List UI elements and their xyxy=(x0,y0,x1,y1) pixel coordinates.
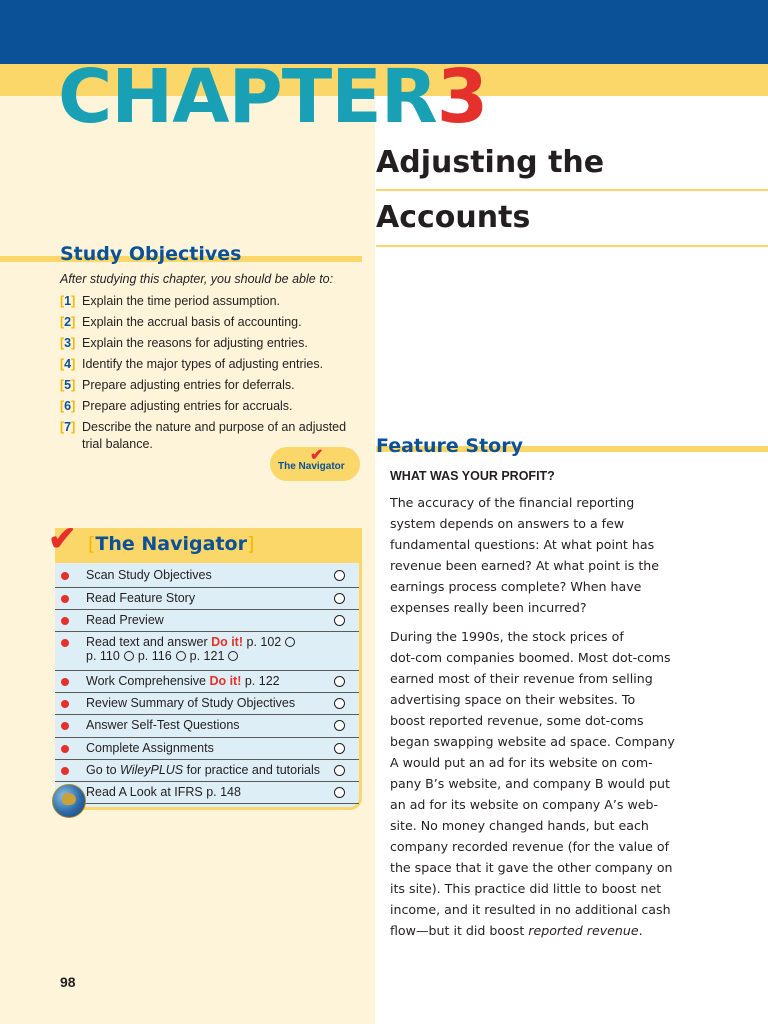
checkmark-icon: ✔ xyxy=(310,447,324,464)
navigator-row[interactable] xyxy=(55,588,359,610)
chapter-title-line-1: Adjusting the xyxy=(376,145,605,180)
paragraph-line: company recorded revenue (for the value of xyxy=(390,839,670,854)
bracket: ] xyxy=(71,294,76,308)
paragraph-line: A would put an ad for its website on com- xyxy=(390,755,653,770)
navigator-row-label: Read Feature Story xyxy=(86,591,196,605)
objective-number-value: 5 xyxy=(64,378,72,392)
objective-number xyxy=(60,314,82,331)
bracket: ] xyxy=(71,315,76,329)
objective-number-value: 4 xyxy=(64,357,72,371)
objective-text: Explain the accrual basis of accounting. xyxy=(82,315,302,329)
bullet-icon xyxy=(61,617,69,625)
paragraph-line: an ad for its website on company A’s web- xyxy=(390,797,659,812)
paragraph-line: revenue been earned? At what point is the xyxy=(390,558,660,573)
study-objectives-intro: After studying this chapter, you should be able to: xyxy=(60,272,334,286)
bullet-icon xyxy=(61,572,69,580)
navigator-row[interactable] xyxy=(55,782,359,804)
objective-text: Describe the nature and purpose of an adjusted trial balance. xyxy=(82,420,347,451)
navigator-badge[interactable] xyxy=(270,447,360,481)
study-objective-item xyxy=(60,314,360,331)
checkbox-circle-icon[interactable] xyxy=(334,743,345,754)
navigator-row[interactable] xyxy=(55,738,359,760)
bracket: [ xyxy=(60,336,65,350)
globe-icon xyxy=(52,784,86,818)
study-objective-item xyxy=(60,335,360,352)
feature-story-subheading: WHAT WAS YOUR PROFIT? xyxy=(390,469,555,483)
feature-story-paragraph-2 xyxy=(390,626,690,941)
checkbox-circle-icon[interactable] xyxy=(334,593,345,604)
objective-text: Explain the reasons for adjusting entries. xyxy=(82,336,308,350)
objective-number-value: 7 xyxy=(64,420,72,434)
checkbox-circle-icon[interactable] xyxy=(334,676,345,687)
navigator-row-label: Answer Self-Test Questions xyxy=(86,718,240,732)
study-objective-item xyxy=(60,356,360,373)
objective-text: Prepare adjusting entries for accruals. xyxy=(82,399,293,413)
wileyplus-label: WileyPLUS xyxy=(120,763,184,777)
checkbox-circle-icon[interactable] xyxy=(334,765,345,776)
objective-text: Explain the time period assumption. xyxy=(82,294,281,308)
navigator-row-label: Work Comprehensive Do it! p. 122 xyxy=(86,674,280,688)
objective-number xyxy=(60,335,82,352)
paragraph-line: its site). This practice did little to boost net xyxy=(390,881,662,896)
study-objective-item xyxy=(60,377,360,394)
title-rule-1 xyxy=(376,189,768,191)
navigator-header xyxy=(55,528,362,563)
paragraph-line: system depends on answers to a few xyxy=(390,516,625,531)
study-objectives-heading: Study Objectives xyxy=(60,243,242,265)
bracket: ] xyxy=(71,420,76,434)
paragraph-line: earned most of their revenue from selling xyxy=(390,671,653,686)
checkbox-circle-icon[interactable] xyxy=(334,698,345,709)
chapter-title-line-2: Accounts xyxy=(376,200,531,235)
navigator-row[interactable] xyxy=(55,760,359,782)
navigator-row-label: Complete Assignments xyxy=(86,741,214,755)
page-number: 98 xyxy=(60,974,76,990)
navigator-row[interactable] xyxy=(55,610,359,632)
bracket: ] xyxy=(71,336,76,350)
checkbox-circle-icon[interactable] xyxy=(228,651,238,661)
paragraph-line: The accuracy of the financial reporting xyxy=(390,495,635,510)
navigator-row[interactable] xyxy=(55,671,359,693)
checkbox-circle-icon[interactable] xyxy=(334,570,345,581)
bracket: [ xyxy=(60,420,65,434)
checkbox-circle-icon[interactable] xyxy=(124,651,134,661)
paragraph-line: income, and it resulted in no additional cash xyxy=(390,902,671,917)
bullet-icon xyxy=(61,700,69,708)
objective-text: Identify the major types of adjusting entries. xyxy=(82,357,324,371)
paragraph-line: flow—but it did boost reported revenue. xyxy=(390,923,643,938)
navigator-row[interactable] xyxy=(55,565,359,588)
navigator-row-label: Go to WileyPLUS for practice and tutorials xyxy=(86,763,321,777)
navigator-row-label: Read text and answer Do it! p. 102 p. 110 p. 116 p. 121 xyxy=(86,635,299,663)
objective-number xyxy=(60,356,82,373)
objective-number-value: 3 xyxy=(64,336,72,350)
paragraph-line: site. No money changed hands, but each xyxy=(390,818,649,833)
checkbox-circle-icon[interactable] xyxy=(334,615,345,626)
checkbox-circle-icon[interactable] xyxy=(176,651,186,661)
objective-number-value: 6 xyxy=(64,399,72,413)
feature-story-paragraph-1 xyxy=(390,492,690,618)
paragraph-line: pany B’s website, and company B would put xyxy=(390,776,670,791)
checkbox-circle-icon[interactable] xyxy=(334,787,345,798)
title-rule-2 xyxy=(376,245,768,247)
navigator-heading: [The Navigator] xyxy=(88,533,255,555)
bracket: [ xyxy=(60,315,65,329)
bracket: [ xyxy=(60,357,65,371)
navigator-badge-label: The Navigator xyxy=(278,461,345,472)
chapter-heading xyxy=(58,54,488,140)
navigator-row-label: Scan Study Objectives xyxy=(86,568,212,582)
checkbox-circle-icon[interactable] xyxy=(334,720,345,731)
bracket: ] xyxy=(71,357,76,371)
objective-number xyxy=(60,293,82,310)
navigator-row-label: Review Summary of Study Objectives xyxy=(86,696,296,710)
bullet-icon xyxy=(61,722,69,730)
objective-text: Prepare adjusting entries for deferrals. xyxy=(82,378,295,392)
paragraph-line: boost reported revenue, some dot-coms xyxy=(390,713,644,728)
navigator-row-label: Read A Look at IFRS p. 148 xyxy=(86,785,241,799)
paragraph-line: expenses really been incurred? xyxy=(390,600,587,615)
checkbox-circle-icon[interactable] xyxy=(285,637,295,647)
bullet-icon xyxy=(61,767,69,775)
objective-number-value: 2 xyxy=(64,315,72,329)
reported-revenue-text: reported revenue xyxy=(528,923,639,938)
bracket: ] xyxy=(71,399,76,413)
paragraph-line: dot-com companies boomed. Most dot-coms xyxy=(390,650,671,665)
bullet-icon xyxy=(61,745,69,753)
paragraph-line: the space that it gave the other company on xyxy=(390,860,673,875)
bracket: [ xyxy=(60,399,65,413)
bracket: ] xyxy=(71,378,76,392)
study-objective-item xyxy=(60,293,360,310)
objective-number-value: 1 xyxy=(64,294,72,308)
paragraph-line: earnings process complete? When have xyxy=(390,579,642,594)
bullet-icon xyxy=(61,678,69,686)
navigator-row-label: Read Preview xyxy=(86,613,164,627)
navigator-row[interactable] xyxy=(55,693,359,715)
chapter-word: CHAPTER xyxy=(58,54,437,140)
navigator-row[interactable] xyxy=(55,715,359,738)
objective-number xyxy=(60,419,82,436)
study-objective-item xyxy=(60,398,360,415)
bullet-icon xyxy=(61,595,69,603)
bracket: [ xyxy=(60,378,65,392)
do-it-label: Do it! xyxy=(211,635,244,649)
paragraph-line: During the 1990s, the stock prices of xyxy=(390,629,624,644)
checkmark-icon: ✔ xyxy=(48,520,77,558)
objective-number xyxy=(60,377,82,394)
bullet-icon xyxy=(61,639,69,647)
bracket: [ xyxy=(60,294,65,308)
feature-story-heading: Feature Story xyxy=(376,435,523,457)
paragraph-line: advertising space on their websites. To xyxy=(390,692,636,707)
paragraph-line: fundamental questions: At what point has xyxy=(390,537,655,552)
paragraph-line: began swapping website ad space. Company xyxy=(390,734,675,749)
navigator-row[interactable] xyxy=(55,632,359,671)
do-it-label: Do it! xyxy=(209,674,242,688)
objective-number xyxy=(60,398,82,415)
chapter-number: 3 xyxy=(436,54,488,140)
